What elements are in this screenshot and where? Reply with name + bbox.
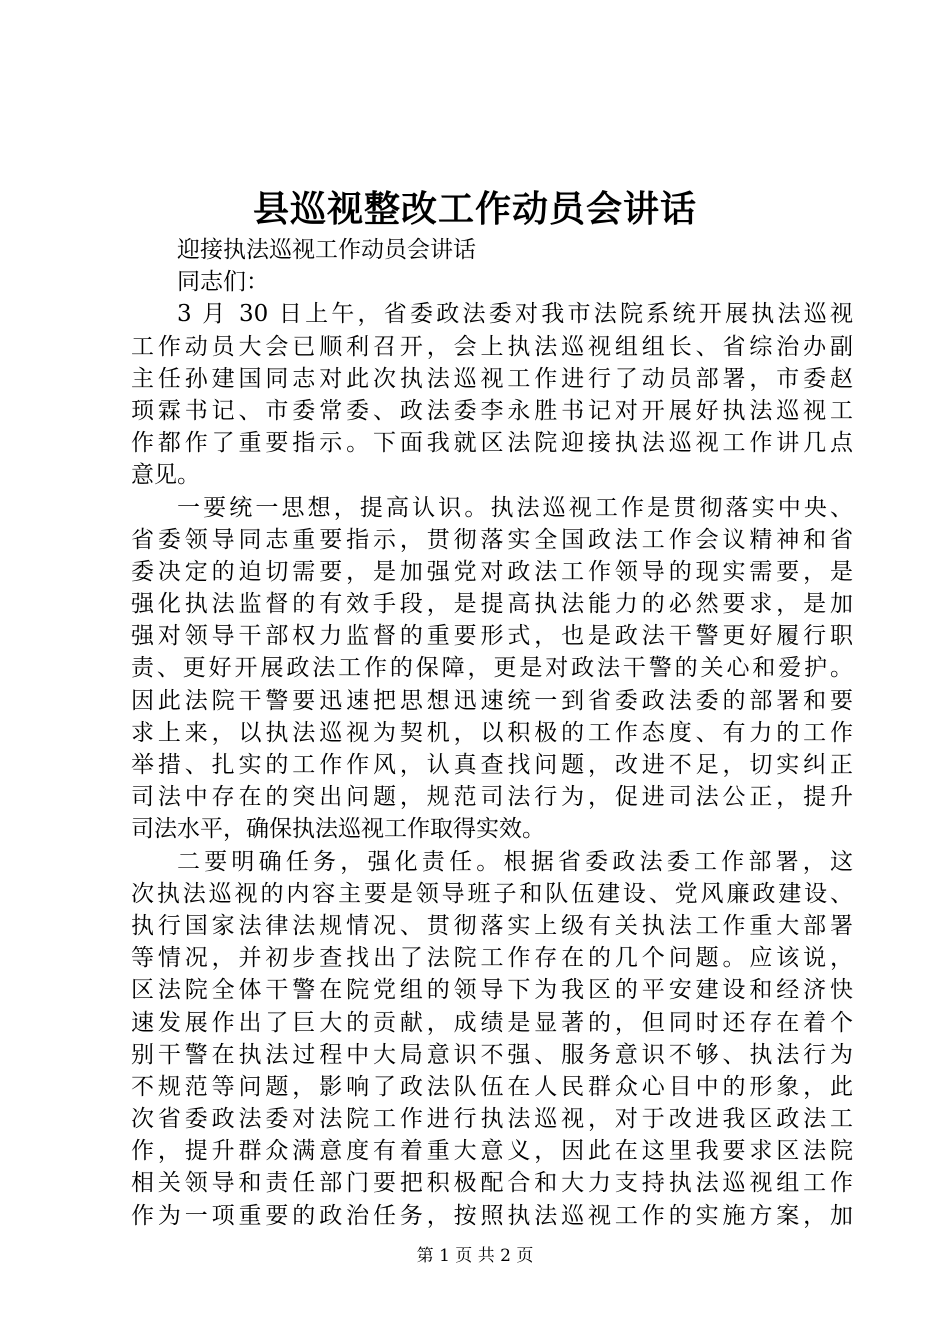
body-line: 不规范等问题，影响了政法队伍在人民群众心目中的形象，此: [131, 1073, 853, 1100]
body-line: 别干警在执法过程中大局意识不强、服务意识不够、执法行为: [131, 1041, 853, 1068]
body-line: 司法水平，确保执法巡视工作取得实效。: [131, 816, 545, 843]
body-line: 作为一项重要的政治任务，按照执法巡视工作的实施方案，加: [131, 1202, 853, 1229]
document-body: [131, 234, 853, 1232]
body-line: 区法院全体干警在院党组的领导下为我区的平安建设和经济快: [131, 977, 853, 1004]
body-line: 作，提升群众满意度有着重大意义，因此在这里我要求区法院: [131, 1138, 853, 1165]
body-line: 执行国家法律法规情况、贯彻落实上级有关执法工作重大部署: [131, 912, 853, 939]
body-line: 一要统一思想，提高认识。执法巡视工作是贯彻落实中央、: [177, 494, 853, 521]
body-line: 等情况，并初步查找出了法院工作存在的几个问题。应该说，: [131, 945, 853, 972]
body-line: 责、更好开展政法工作的保障，更是对政法干警的关心和爱护。: [131, 655, 853, 682]
body-line: 司法中存在的突出问题，规范司法行为，促进司法公正，提升: [131, 784, 853, 811]
body-line: 工作动员大会已顺利召开，会上执法巡视组组长、省综治办副: [131, 333, 853, 360]
body-line: 因此法院干警要迅速把思想迅速统一到省委政法委的部署和要: [131, 687, 853, 714]
body-line: 速发展作出了巨大的贡献，成绩是显著的，但同时还存在着个: [131, 1009, 853, 1036]
body-line: 强化执法监督的有效手段，是提高执法能力的必然要求，是加: [131, 591, 853, 618]
body-line: 顼霖书记、市委常委、政法委李永胜书记对开展好执法巡视工: [131, 397, 853, 424]
body-line: 意见。: [131, 462, 200, 489]
body-line: 二要明确任务，强化责任。根据省委政法委工作部署，这: [177, 848, 853, 875]
body-line: 次省委政法委对法院工作进行执法巡视，对于改进我区政法工: [131, 1106, 853, 1133]
page-footer: 第 1 页 共 2 页: [416, 1246, 534, 1266]
body-line: 省委领导同志重要指示，贯彻落实全国政法工作会议精神和省: [131, 526, 853, 553]
body-line: 同志们：: [177, 269, 269, 296]
document-title: 县巡视整改工作动员会讲话: [252, 188, 697, 230]
body-line: 求上来，以执法巡视为契机，以积极的工作态度、有力的工作: [131, 719, 853, 746]
body-line: 作都作了重要指示。下面我就区法院迎接执法巡视工作讲几点: [131, 430, 853, 457]
body-line: 相关领导和责任部门要把积极配合和大力支持执法巡视组工作: [131, 1170, 853, 1197]
body-line: 3 月 30 日上午，省委政法委对我市法院系统开展执法巡视: [177, 301, 853, 328]
body-line: 迎接执法巡视工作动员会讲话: [177, 237, 476, 263]
body-line: 委决定的迫切需要，是加强党对政法工作领导的现实需要，是: [131, 558, 853, 585]
body-line: 举措、扎实的工作作风，认真查找问题，改进不足，切实纠正: [131, 752, 853, 778]
body-line: 强对领导干部权力监督的重要形式，也是政法干警更好履行职: [131, 623, 853, 650]
body-line: 次执法巡视的内容主要是领导班子和队伍建设、党风廉政建设、: [131, 880, 853, 907]
body-line: 主任孙建国同志对此次执法巡视工作进行了动员部署，市委赵: [131, 365, 853, 392]
